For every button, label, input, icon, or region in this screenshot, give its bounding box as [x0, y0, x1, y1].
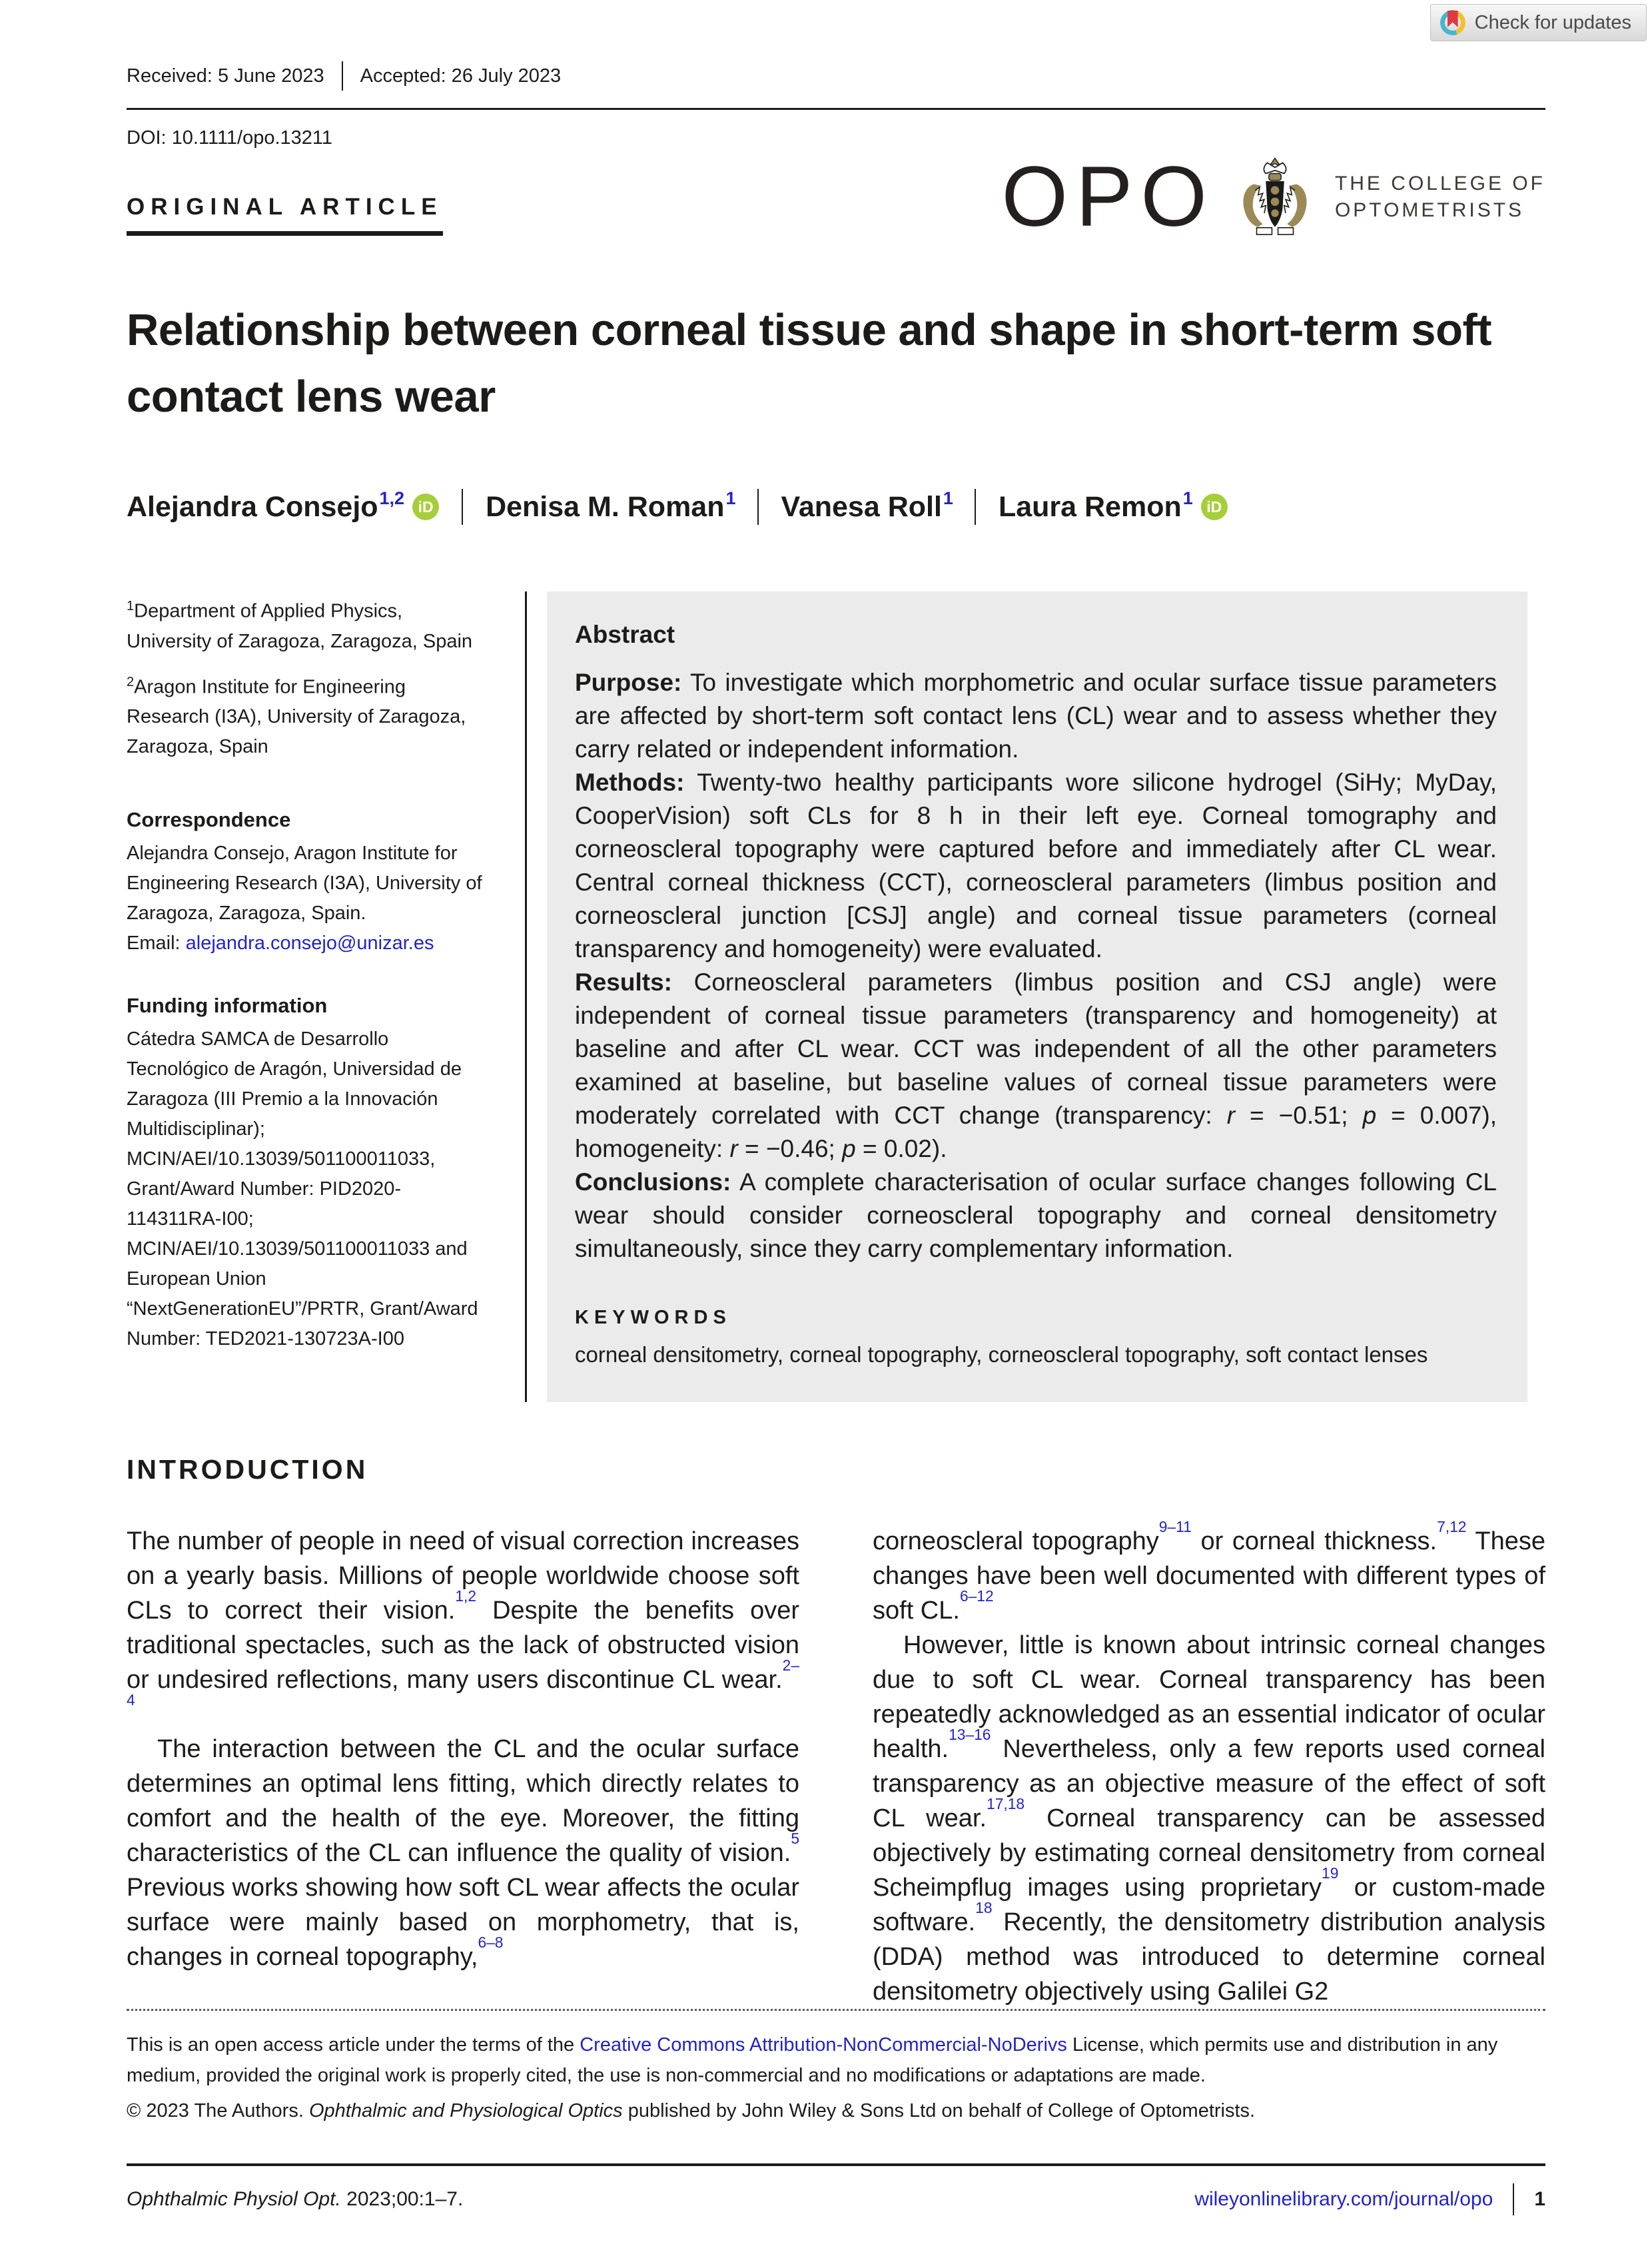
- footer-row: [127, 2183, 1545, 2215]
- intro-right-column: [873, 1517, 1546, 2009]
- reference-superscript: 19: [1322, 1864, 1339, 1882]
- check-for-updates-label: Check for updates: [1474, 11, 1631, 33]
- opo-logo: OPO: [1001, 149, 1215, 244]
- reference-superscript: 1,2: [455, 1587, 477, 1605]
- funding-heading: Funding information: [127, 994, 328, 1018]
- affiliation-superscript: 1: [1182, 488, 1193, 508]
- intro-paragraph: However, little is known about intrinsic corneal changes due to soft CL wear. Corneal transparency has been repeatedly acknowledged as an essential indicator of ocular health.$^{13-16}$ Nevertheless, only a few reports used corneal transparency as an objective measure of the effect of soft CL wear.$^{17,18}$ Corneal transparency can be assessed objectively by estimating corneal densitometry from corneal Scheimpflug images using proprietary$^{19}$ or custom-made software.$^{18}$ Recently, the densitometry distribution analysis (DDA) method was introduced to determine corneal densitometry objectively using Galilei G2: [873, 1631, 1545, 2006]
- received-date: Received: 5 June 2023: [127, 65, 324, 87]
- check-for-updates-button[interactable]: [1430, 4, 1647, 41]
- abstract-column: [525, 591, 1527, 1402]
- orcid-icon[interactable]: iD: [412, 494, 439, 520]
- reference-superscript: 2–4: [127, 1656, 799, 1708]
- reference-superscript: 18: [975, 1898, 993, 1916]
- reference-superscript: 6–12: [959, 1587, 994, 1605]
- orcid-icon[interactable]: iD: [1201, 494, 1228, 520]
- affiliation-superscript: 1,2: [379, 488, 405, 508]
- copyright-text: © 2023 The Authors. Ophthalmic and Physiological Optics published by John Wiley & Sons Ltd on behalf of College of Optometrists.: [127, 2100, 1256, 2121]
- author: Alejandra Consejo $^{1,2}$: [127, 488, 405, 523]
- keywords-list: corneal densitometry, corneal topography, corneoscleral topography, soft contact lenses: [575, 1342, 1428, 1367]
- intro-left-column: [127, 1524, 799, 2009]
- intro-paragraph: The number of people in need of visual correction increases on a yearly basis. Millions of people worldwide choose soft CLs to correct their vision.$^{1,2}$ Despite the benefits over traditional spectacles, such as the lack of obstructed vision or undesired reflections, many users discontinue CL wear.$^{2-4}$: [127, 1527, 799, 1708]
- divider: [127, 2009, 1545, 2011]
- divider: [462, 489, 463, 525]
- author: Laura Remon $^1$: [998, 488, 1193, 523]
- article-title: Relationship between corneal tissue and shape in short-term soft contact lens wear: [127, 305, 1492, 422]
- affiliation-superscript: 1: [725, 488, 736, 508]
- journal-citation: Ophthalmic Physiol Opt. 2023;00:1–7.: [127, 2188, 464, 2210]
- abstract-heading: Abstract: [575, 621, 675, 648]
- introduction-heading: INTRODUCTION: [127, 1454, 368, 1485]
- footer-rule: [127, 2163, 1545, 2166]
- header-row: [127, 149, 1545, 244]
- college-name: THE COLLEGE OF OPTOMETRISTS: [1334, 172, 1545, 221]
- inline-link[interactable]: Creative Commons Attribution-NonCommercial-NoDerivs: [580, 2034, 1067, 2056]
- abstract-purpose: Purpose: To investigate which morphometric and ocular surface tissue parameters are affected by short-term soft contact lens (CL) wear and to assess whether they carry related or independent information.: [575, 669, 1497, 763]
- page-footer: [127, 2009, 1545, 2262]
- affiliation-2: $^2$Aragon Institute for Engineering Research (I3A), University of Zaragoza, Zaragoza, Spain: [127, 674, 466, 758]
- journal-logo: [1001, 149, 1545, 244]
- abstract-box: [547, 591, 1527, 1402]
- doi: DOI: 10.1111/opo.13211: [127, 127, 333, 149]
- affiliation-superscript: 1: [943, 488, 953, 508]
- license-text: This is an open access article under the terms of the Creative Commons Attribution-NonCommercial-NoDerivs License, which permits use and distribution in any medium, provided the original work is properly cited, the use is non-commercial and no modifications or adaptations are made.: [127, 2034, 1498, 2086]
- intro-paragraph: corneoscleral topography$^{9-11}$ or corneal thickness.$^{7,12}$ These changes have been well documented with different types of soft CL.$^{6-12}$: [873, 1517, 1546, 1625]
- author: Denisa M. Roman $^1$: [486, 488, 736, 523]
- college-crest-icon: [1235, 155, 1315, 239]
- email-link[interactable]: alejandra.consejo@unizar.es: [185, 933, 434, 954]
- article-type-label: ORIGINAL ARTICLE: [127, 194, 443, 236]
- crossmark-icon: [1440, 10, 1465, 35]
- reference-superscript: 9–11: [1158, 1517, 1192, 1535]
- main-block: [127, 591, 1545, 1402]
- journal-url-link[interactable]: wileyonlinelibrary.com/journal/opo: [1194, 2188, 1493, 2210]
- funding-text: Cátedra SAMCA de Desarrollo Tecnológico de Aragón, Universidad de Zaragoza (III Premio a la Innovación Multidisciplinar); MCIN/AEI/10.13039/501100011033, Grant/Award Number: PID2020-114311RA-I00; MCIN/AEI/10.13039/501100011033 and European Union “NextGenerationEU”/PRTR, Grant/Award Number: TED2021-130723A-I00: [127, 1028, 478, 1350]
- correspondence-email: Email: alejandra.consejo@unizar.es: [127, 933, 434, 954]
- reference-superscript: 13–16: [949, 1725, 991, 1743]
- divider: [757, 489, 759, 525]
- reference-superscript: 5: [791, 1829, 799, 1847]
- reference-superscript: 6–8: [478, 1933, 504, 1951]
- dates-row: [127, 61, 1545, 108]
- reference-superscript: 17,18: [987, 1794, 1025, 1812]
- author: Vanesa Roll $^1$: [781, 488, 953, 523]
- author-list: [127, 489, 1545, 525]
- abstract-methods: Methods: Twenty-two healthy participants wore silicone hydrogel (SiHy; MyDay, CooperVision) soft CLs for 8 h in their left eye. Corneal tomography and corneoscleral topography were captured before and immediately after CL wear. Central corneal thickness (CCT), corneoscleral parameters (limbus position and corneoscleral junction [CSJ] angle) and corneal tissue parameters (corneal transparency and homogeneity) were evaluated.: [575, 769, 1497, 962]
- keywords-heading: KEYWORDS: [575, 1307, 731, 1328]
- abstract-results: Results: Corneoscleral parameters (limbus position and CSJ angle) were independent of corneal tissue parameters (transparency and homogeneity) at baseline and after CL wear. CCT was independent of all the other parameters examined at baseline, but baseline values of corneal tissue parameters were moderately correlated with CCT change (transparency: r = −0.51; p = 0.007), homogeneity: r = −0.46; p = 0.02).: [575, 968, 1497, 1162]
- accepted-date: Accepted: 26 July 2023: [360, 65, 562, 87]
- reference-superscript: 7,12: [1437, 1517, 1467, 1535]
- affiliation-1: $^1$Department of Applied Physics, University of Zaragoza, Zaragoza, Spain: [127, 599, 473, 652]
- header-rule: [127, 108, 1545, 110]
- divider: [1513, 2183, 1514, 2215]
- correspondence-text: Alejandra Consejo, Aragon Institute for Engineering Research (I3A), University of Zaragoza, Zaragoza, Spain.: [127, 843, 482, 925]
- correspondence-heading: Correspondence: [127, 808, 291, 832]
- abstract-conclusions: Conclusions: A complete characterisation of ocular surface changes following CL wear should consider corneoscleral topography and corneal densitometry simultaneously, since they carry complementary information.: [575, 1168, 1497, 1262]
- article-info-sidebar: [127, 591, 492, 1402]
- introduction-columns: [127, 1517, 1546, 2009]
- page-number: 1: [1534, 2188, 1545, 2210]
- intro-paragraph: The interaction between the CL and the ocular surface determines an optimal lens fitting, which directly relates to comfort and the health of the eye. Moreover, the fitting characteristics of the CL can influence the quality of vision.$^5$ Previous works showing how soft CL wear affects the ocular surface were mainly based on morphometry, that is, changes in corneal topography,$^{6-8}$: [127, 1735, 799, 1971]
- divider: [975, 489, 976, 525]
- divider: [342, 61, 343, 91]
